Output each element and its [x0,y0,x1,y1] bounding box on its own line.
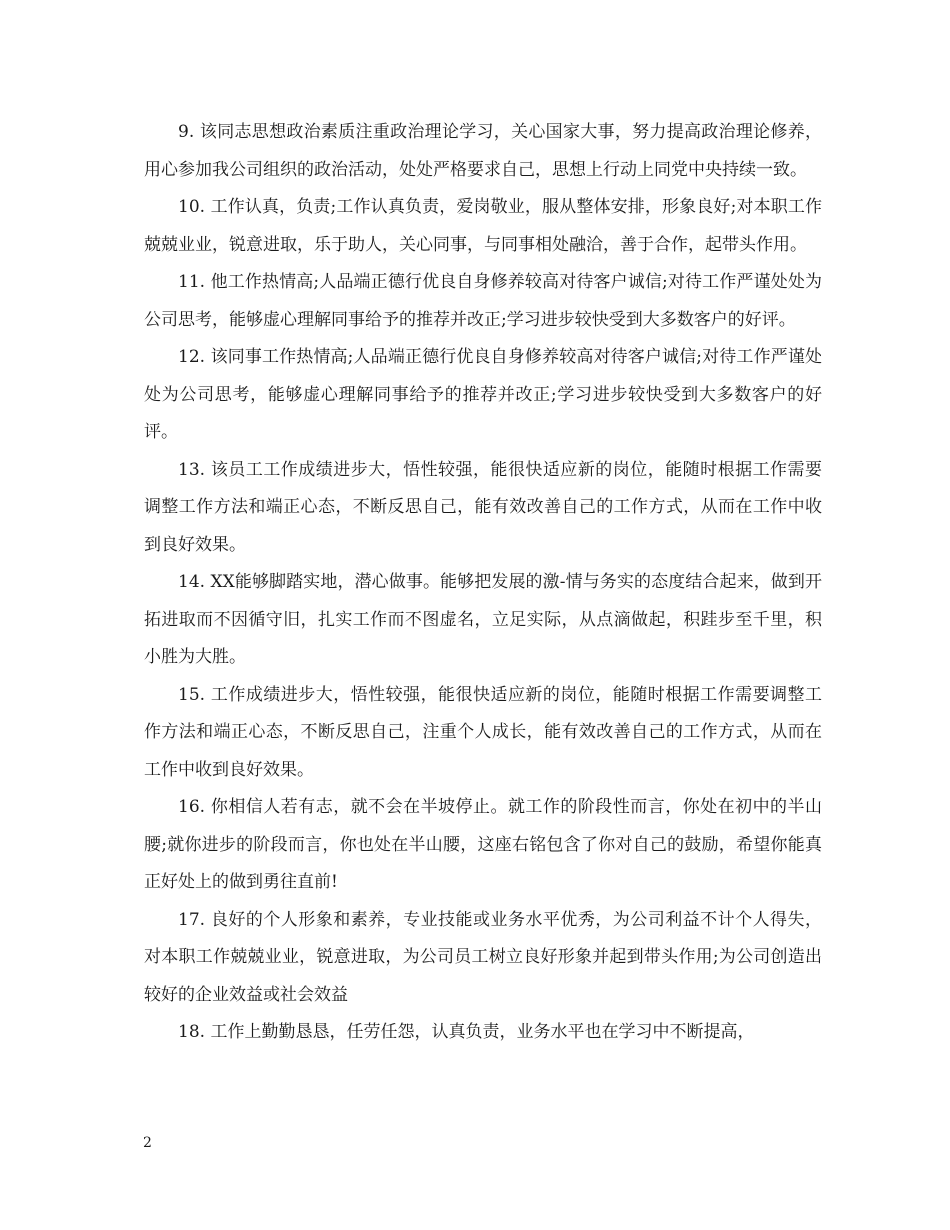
paragraph-18: 18. 工作上勤勤恳恳，任劳任怨，认真负责，业务水平也在学习中不断提高， [178,1022,755,1042]
paragraph-15: 15. 工作成绩进步大，悟性较强，能很快适应新的岗位，能随时根据工作需要调整工作方法和端正心态，不断反思自己，注重个人成长，能有效改善自己的工作方式，从而在工作中收到良好效果。 [144,684,822,780]
paragraph-10: 10. 工作认真，负责;工作认真负责，爱岗敬业，服从整体安排，形象良好;对本职工作兢兢业业，锐意进取，乐于助人，关心同事，与同事相处融洽，善于合作，起带头作用。 [144,197,822,255]
paragraph-9: 9. 该同志思想政治素质注重政治理论学习，关心国家大事，努力提高政治理论修养，用心参加我公司组织的政治活动，处处严格要求自己，思想上行动上同党中央持续一致。 [144,122,822,180]
paragraph-13: 13. 该员工工作成绩进步大，悟性较强，能很快适应新的岗位，能随时根据工作需要调整工作方法和端正心态，不断反思自己，能有效改善自己的工作方式，从而在工作中收到良好效果。 [144,459,822,555]
page-number: 2 [143,1135,152,1151]
document-body [144,114,822,1052]
paragraph-17: 17. 良好的个人形象和素养，专业技能或业务水平优秀，为公司利益不计个人得失，对本职工作兢兢业业，锐意进取，为公司员工树立良好形象并起到带头作用;为公司创造出较好的企业效益或社会效益 [144,909,822,1005]
paragraph-16: 16. 你相信人若有志，就不会在半坡停止。就工作的阶段性而言，你处在初中的半山腰;就你进步的阶段而言，你也处在半山腰，这座右铭包含了你对自己的鼓励，希望你能真正好处上的做到勇往直前! [144,797,822,892]
paragraph-12: 12. 该同事工作热情高;人品端正德行优良自身修养较高对待客户诚信;对待工作严谨处处为公司思考，能够虚心理解同事给予的推荐并改正;学习进步较快受到大多数客户的好评。 [144,347,822,442]
paragraph-14: 14. XX能够脚踏实地，潜心做事。能够把发展的激-情与务实的态度结合起来，做到开拓进取而不因循守旧，扎实工作而不图虚名，立足实际，从点滴做起，积跬步至千里，积小胜为大胜。 [144,572,822,667]
paragraph-11: 11. 他工作热情高;人品端正德行优良自身修养较高对待客户诚信;对待工作严谨处处为公司思考，能够虚心理解同事给予的推荐并改正;学习进步较快受到大多数客户的好评。 [144,272,822,330]
